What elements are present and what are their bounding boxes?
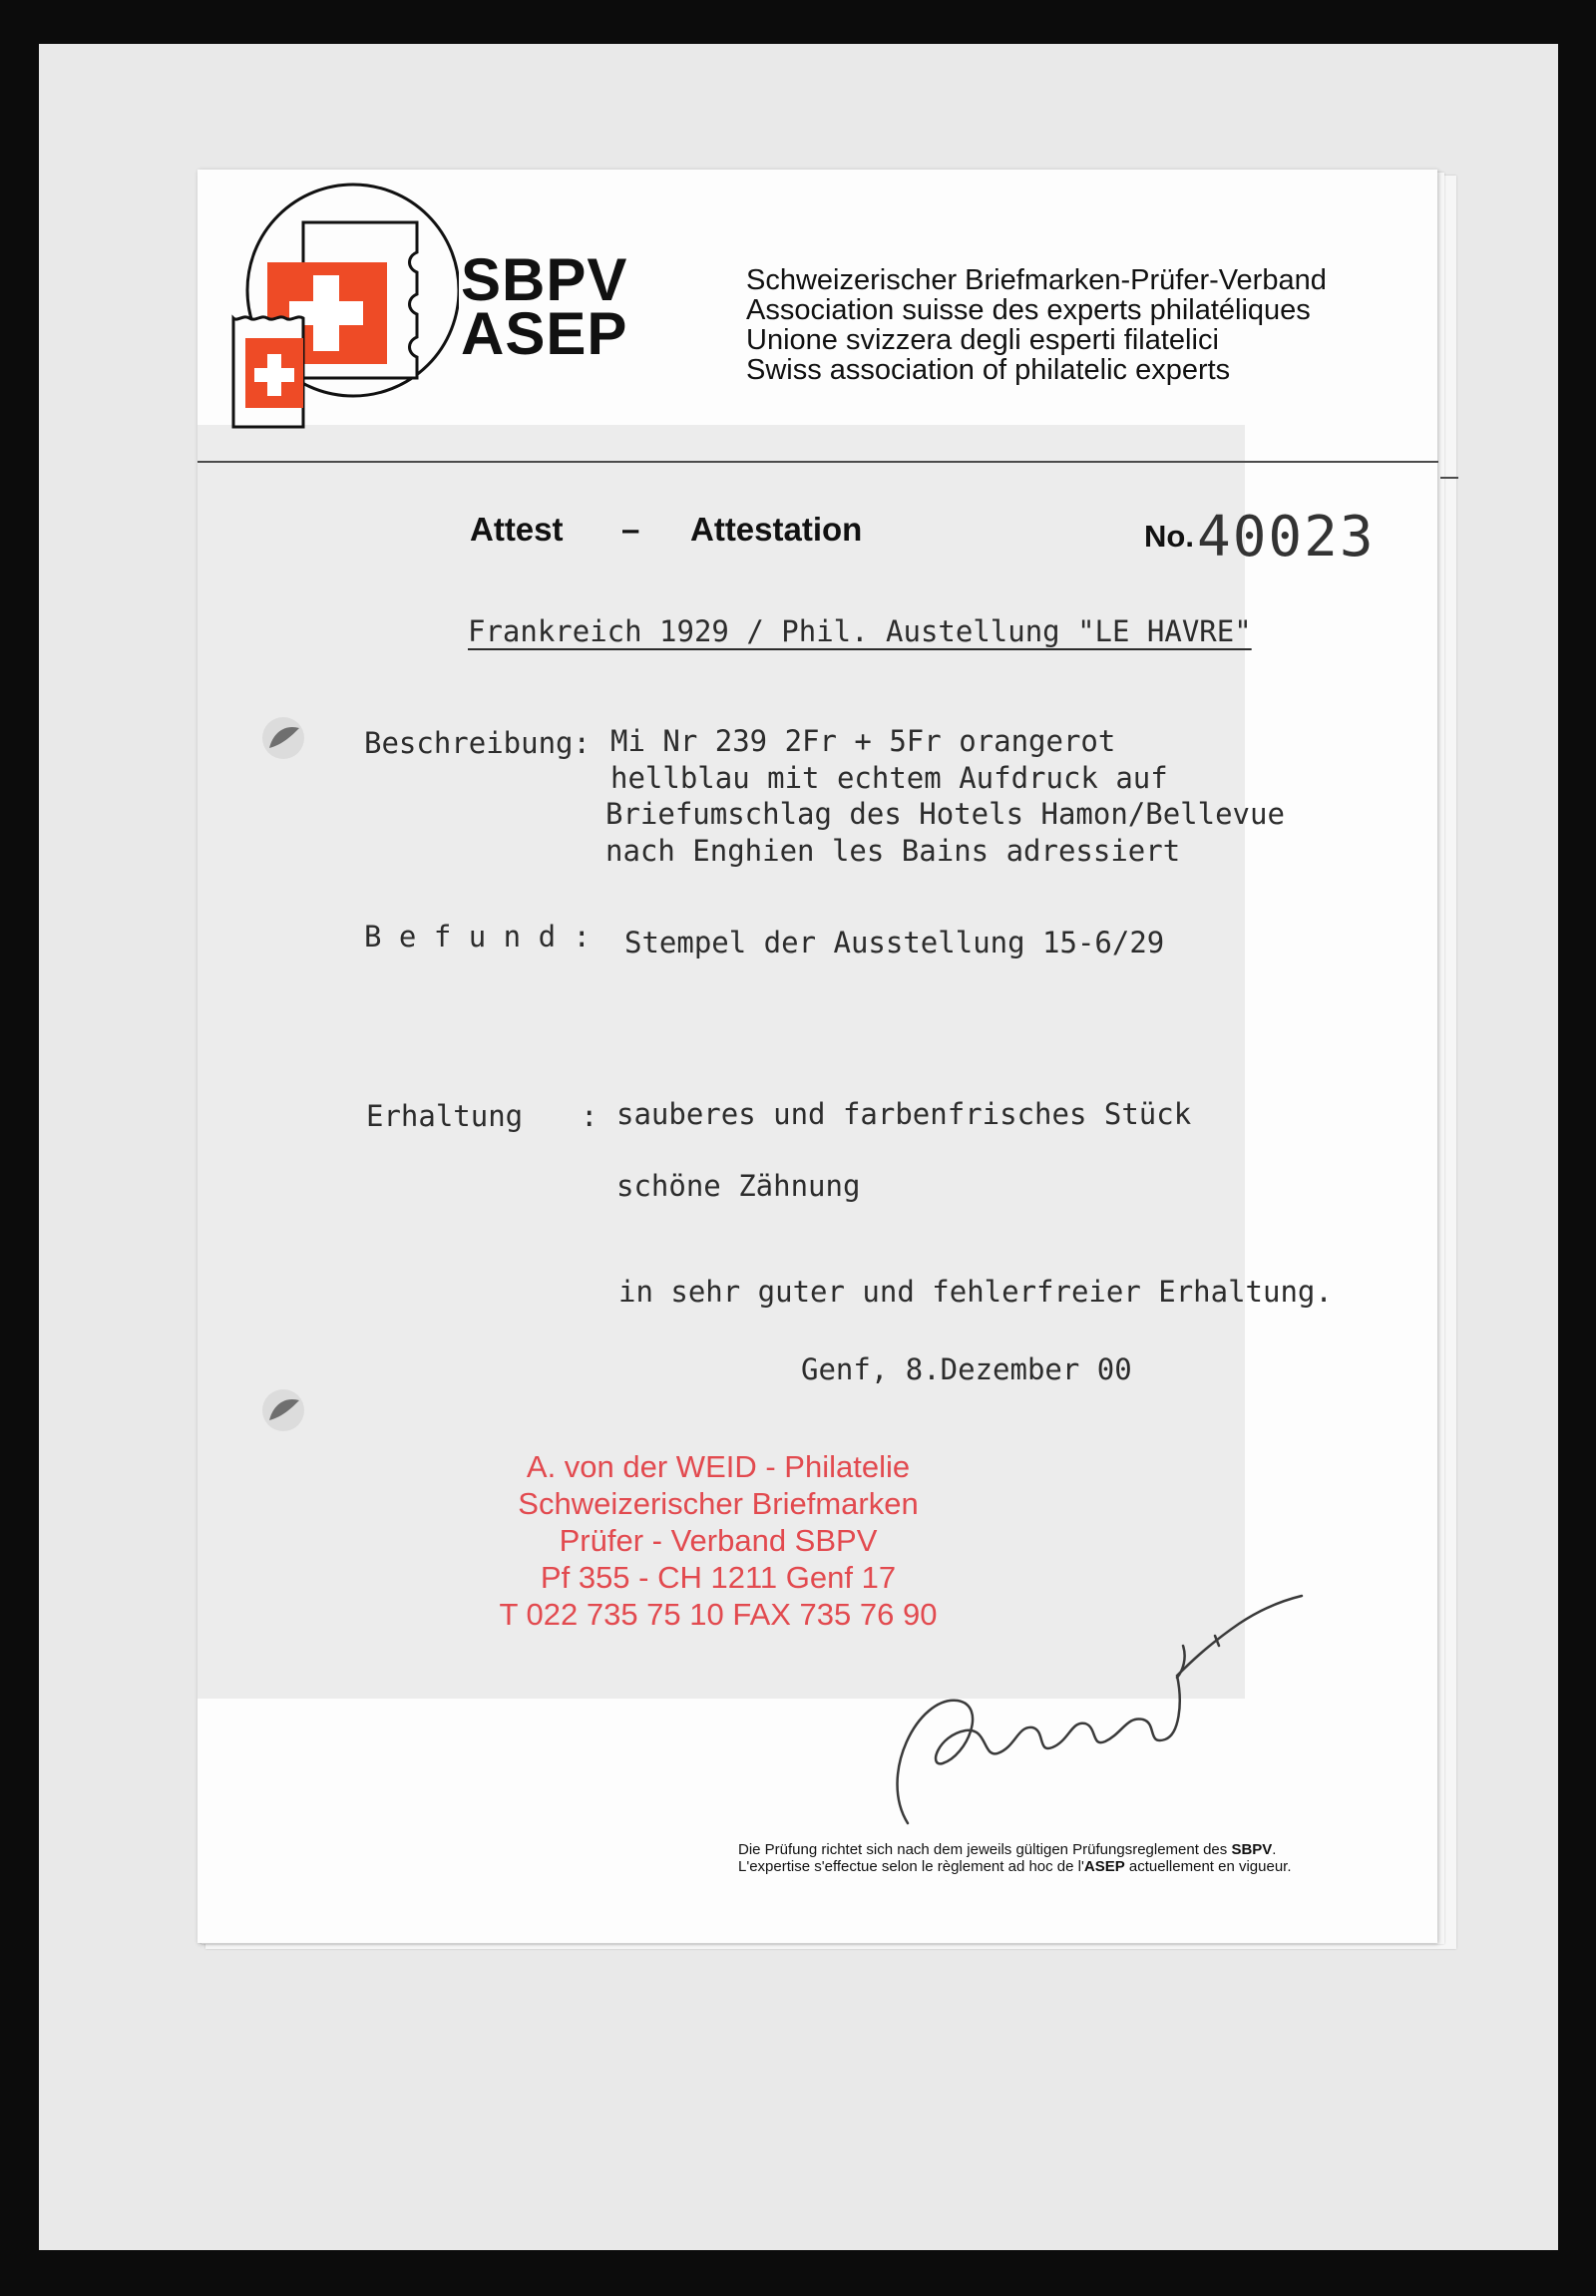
- certificate-subject: Frankreich 1929 / Phil. Austellung "LE HAVRE": [468, 614, 1252, 648]
- description-line: hellblau mit echtem Aufdruck auf: [610, 761, 1168, 795]
- condition-line: schöne Zähnung: [616, 1169, 861, 1203]
- place-and-date: Genf, 8.Dezember 00: [801, 1352, 1132, 1386]
- description-line: Mi Nr 239 2Fr + 5Fr orangerot: [610, 724, 1116, 758]
- association-name-english: Swiss association of philatelic experts: [746, 354, 1231, 386]
- stamp-line: T 022 735 75 10 FAX 735 76 90: [499, 1597, 938, 1632]
- expert-signature: [848, 1526, 1327, 1855]
- finding-text: Stempel der Ausstellung 15-6/29: [624, 926, 1165, 959]
- logo-wordmark: [461, 246, 628, 367]
- stamp-line: Schweizerischer Briefmarken: [518, 1486, 919, 1521]
- footnote-line-french: L'expertise s'effectue selon le règlement ad hoc de l'ASEP actuellement en vigueur.: [738, 1858, 1292, 1875]
- certificate-number-label: No.: [1144, 519, 1194, 554]
- condition-label: Erhaltung: [366, 1099, 524, 1133]
- finding-label: B e f u n d :: [364, 920, 591, 954]
- footnote-line-german: Die Prüfung richtet sich nach dem jeweils gültigen Prüfungsreglement des SBPV.: [738, 1841, 1277, 1858]
- association-names: [746, 265, 1327, 385]
- logo-line-sbpv: SBPV: [461, 246, 628, 313]
- description-label: Beschreibung:: [364, 726, 591, 760]
- title-attestation: Attestation: [690, 511, 863, 548]
- punch-hole-icon: [259, 714, 307, 762]
- association-name-german: Schweizerischer Briefmarken-Prüfer-Verband: [746, 264, 1327, 296]
- stamp-line: Prüfer - Verband SBPV: [559, 1523, 878, 1558]
- footnote: [738, 1841, 1292, 1875]
- association-name-italian: Unione svizzera degli esperti filatelici: [746, 324, 1219, 356]
- logo-line-asep: ASEP: [461, 300, 628, 367]
- stamp-line: A. von der WEID - Philatelie: [526, 1449, 911, 1484]
- sbpv-logo-icon: [221, 183, 459, 442]
- certificate-number: 40023: [1197, 505, 1376, 570]
- condition-colon: :: [581, 1099, 598, 1133]
- header-divider-tail: [1440, 477, 1458, 479]
- title-attest: Attest: [470, 511, 564, 548]
- title-dash: –: [621, 511, 640, 548]
- description-line: Briefumschlag des Hotels Hamon/Bellevue: [605, 797, 1285, 831]
- condition-line: in sehr guter und fehlerfreier Erhaltung.: [618, 1275, 1333, 1309]
- punch-hole-icon: [259, 1386, 307, 1434]
- description-line: nach Enghien les Bains adressiert: [605, 834, 1181, 868]
- association-name-french: Association suisse des experts philatéliques: [746, 294, 1311, 326]
- header-divider: [198, 461, 1438, 463]
- condition-line: sauberes und farbenfrisches Stück: [616, 1097, 1192, 1131]
- stamp-line: Pf 355 - CH 1211 Genf 17: [540, 1560, 897, 1595]
